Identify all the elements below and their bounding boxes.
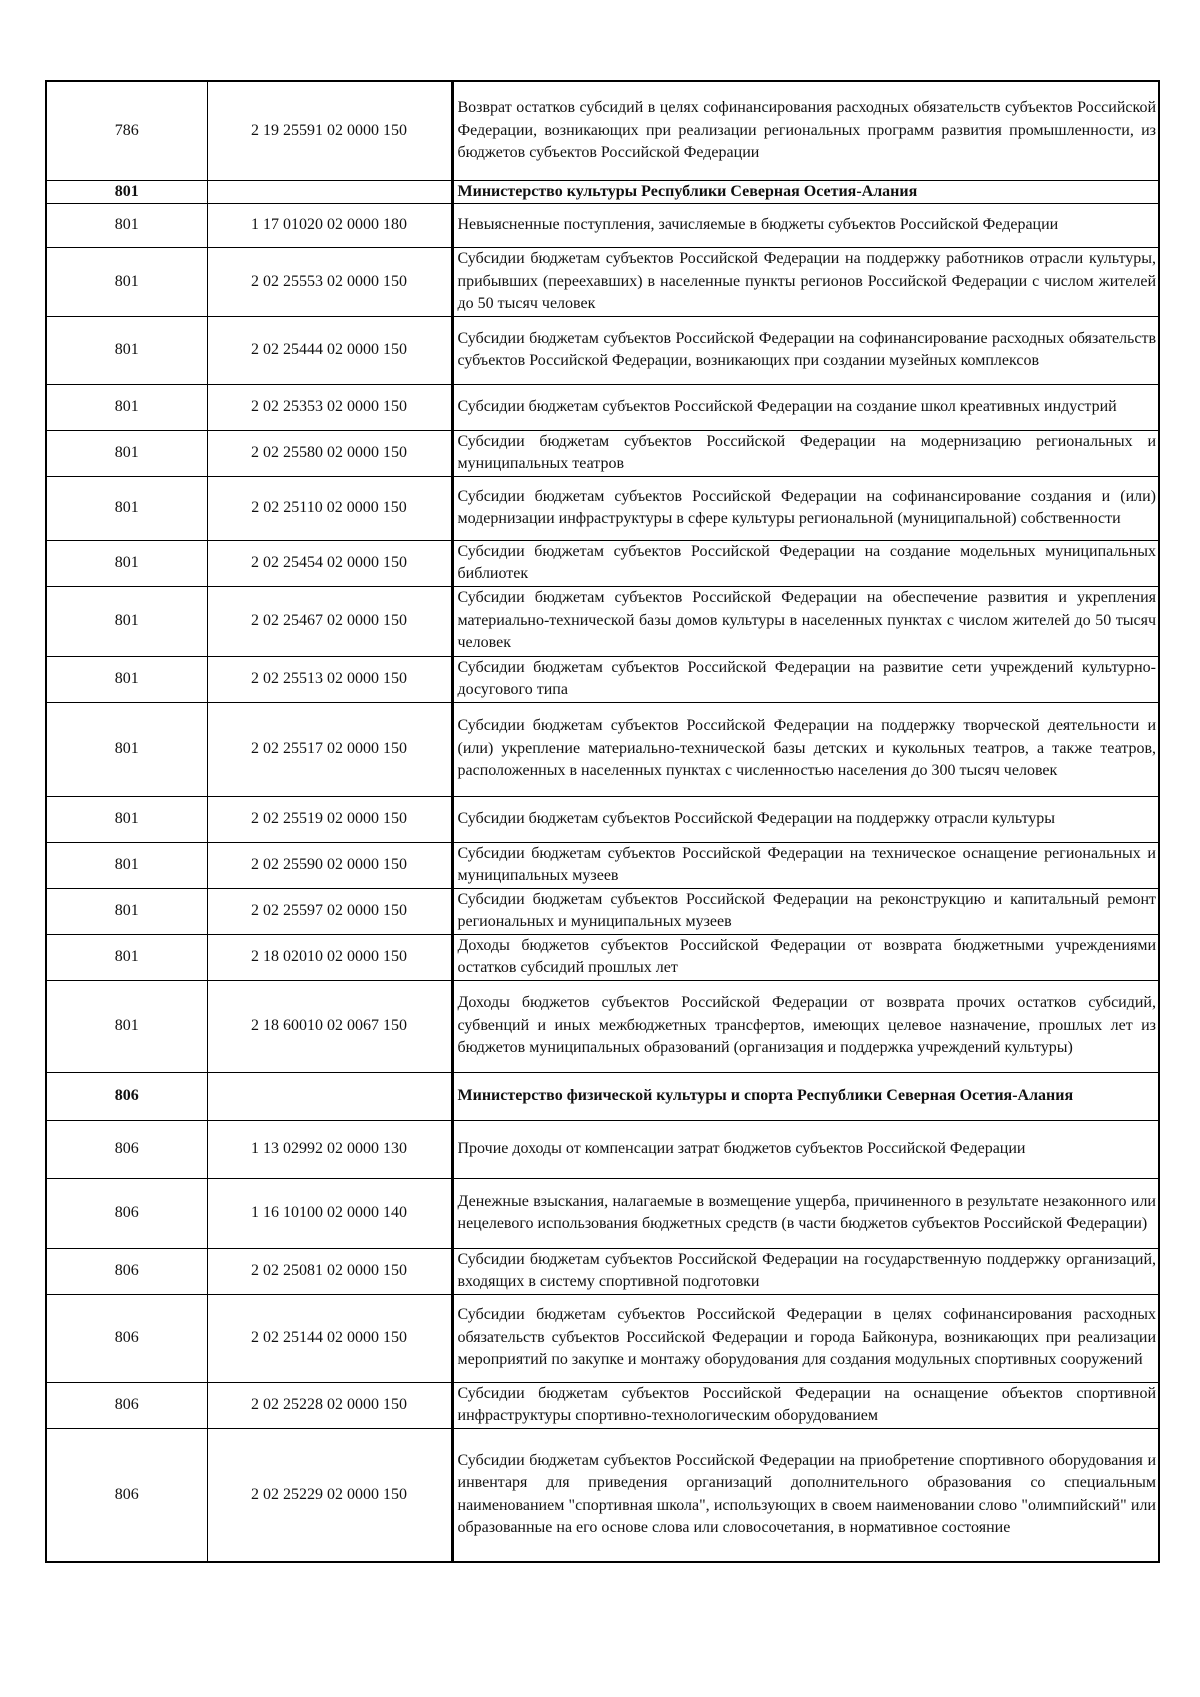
admin-code-cell: 806 (46, 1072, 207, 1120)
admin-code-cell: 806 (46, 1178, 207, 1248)
table-row (46, 204, 1159, 248)
admin-code-cell: 801 (46, 586, 207, 656)
table-row (46, 888, 1159, 934)
admin-code-cell: 801 (46, 656, 207, 702)
budget-code-cell (207, 180, 452, 204)
admin-code-cell: 801 (46, 204, 207, 248)
table-row (46, 1248, 1159, 1294)
description-cell: Субсидии бюджетам субъектов Российской Федерации на софинансирование расходных обязательств субъектов Российской Федерации, возникающих при создании музейных комплексов (452, 316, 1159, 384)
budget-code-cell: 2 02 25444 02 0000 150 (207, 316, 452, 384)
table-row (46, 1294, 1159, 1382)
description-cell: Субсидии бюджетам субъектов Российской Федерации на создание модельных муниципальных библиотек (452, 540, 1159, 586)
budget-code-cell: 2 02 25519 02 0000 150 (207, 796, 452, 842)
description-cell: Субсидии бюджетам субъектов Российской Федерации на обеспечение развития и укрепления материально-технической базы домов культуры в населенных пунктах с числом жителей до 50 тысяч человек (452, 586, 1159, 656)
description-cell: Субсидии бюджетам субъектов Российской Федерации на софинансирование создания и (или) модернизации инфраструктуры в сфере культуры региональной (муниципальной) собственности (452, 476, 1159, 540)
table-row (46, 934, 1159, 980)
admin-code-cell: 801 (46, 702, 207, 796)
budget-code-cell: 2 02 25590 02 0000 150 (207, 842, 452, 888)
table-body (46, 81, 1159, 1562)
admin-code-cell: 801 (46, 180, 207, 204)
description-cell: Министерство культуры Республики Северная Осетия-Алания (452, 180, 1159, 204)
table-row (46, 476, 1159, 540)
budget-code-cell: 2 02 25229 02 0000 150 (207, 1428, 452, 1562)
description-cell: Субсидии бюджетам субъектов Российской Федерации на приобретение спортивного оборудования и инвентаря для приведения организаций дополнительного образования со специальным наименованием "спортивная школа", использующих в своем наименовании слово "олимпийский" или образованные на его основе слова или словосочетания, в нормативное состояние (452, 1428, 1159, 1562)
section-header-row (46, 1072, 1159, 1120)
budget-code-cell: 1 13 02992 02 0000 130 (207, 1120, 452, 1178)
admin-code-cell: 801 (46, 980, 207, 1072)
budget-code-cell: 2 02 25513 02 0000 150 (207, 656, 452, 702)
table-row (46, 1428, 1159, 1562)
description-cell: Возврат остатков субсидий в целях софинансирования расходных обязательств субъектов Российской Федерации, возникающих при реализации региональных программ развития промышленности, из бюджетов субъектов Российской Федерации (452, 81, 1159, 180)
table-row (46, 842, 1159, 888)
table-row (46, 796, 1159, 842)
budget-code-cell: 2 02 25597 02 0000 150 (207, 888, 452, 934)
description-cell: Субсидии бюджетам субъектов Российской Федерации на поддержку работников отрасли культуры, прибывших (переехавших) в населенные пункты регионов Российской Федерации с числом жителей до 50 тысяч человек (452, 248, 1159, 317)
budget-code-cell: 2 02 25580 02 0000 150 (207, 430, 452, 476)
admin-code-cell: 806 (46, 1428, 207, 1562)
table-row (46, 656, 1159, 702)
description-cell: Невыясненные поступления, зачисляемые в бюджеты субъектов Российской Федерации (452, 204, 1159, 248)
budget-code-cell: 2 02 25081 02 0000 150 (207, 1248, 452, 1294)
table-row (46, 430, 1159, 476)
description-cell: Субсидии бюджетам субъектов Российской Федерации на государственную поддержку организаций, входящих в систему спортивной подготовки (452, 1248, 1159, 1294)
budget-code-cell: 2 02 25553 02 0000 150 (207, 248, 452, 317)
admin-code-cell: 806 (46, 1294, 207, 1382)
table-row (46, 81, 1159, 180)
budget-code-cell: 2 19 25591 02 0000 150 (207, 81, 452, 180)
admin-code-cell: 801 (46, 430, 207, 476)
budget-code-cell: 2 02 25467 02 0000 150 (207, 586, 452, 656)
table-row (46, 248, 1159, 317)
admin-code-cell: 801 (46, 888, 207, 934)
admin-code-cell: 801 (46, 934, 207, 980)
budget-code-cell: 2 02 25454 02 0000 150 (207, 540, 452, 586)
budget-code-cell: 2 18 60010 02 0067 150 (207, 980, 452, 1072)
document-page (45, 80, 1158, 1563)
admin-code-cell: 801 (46, 384, 207, 430)
description-cell: Министерство физической культуры и спорта Республики Северная Осетия-Алания (452, 1072, 1159, 1120)
budget-code-cell: 2 02 25110 02 0000 150 (207, 476, 452, 540)
description-cell: Доходы бюджетов субъектов Российской Федерации от возврата бюджетными учреждениями остатков субсидий прошлых лет (452, 934, 1159, 980)
budget-code-cell: 1 16 10100 02 0000 140 (207, 1178, 452, 1248)
revenue-codes-table (45, 80, 1160, 1563)
description-cell: Субсидии бюджетам субъектов Российской Федерации на модернизацию региональных и муниципальных театров (452, 430, 1159, 476)
budget-code-cell: 2 02 25228 02 0000 150 (207, 1382, 452, 1428)
description-cell: Субсидии бюджетам субъектов Российской Федерации на развитие сети учреждений культурно-досугового типа (452, 656, 1159, 702)
table-row (46, 1178, 1159, 1248)
description-cell: Субсидии бюджетам субъектов Российской Федерации на реконструкцию и капитальный ремонт региональных и муниципальных музеев (452, 888, 1159, 934)
table-row (46, 1382, 1159, 1428)
admin-code-cell: 801 (46, 796, 207, 842)
admin-code-cell: 801 (46, 248, 207, 317)
table-row (46, 316, 1159, 384)
table-row (46, 980, 1159, 1072)
description-cell: Доходы бюджетов субъектов Российской Федерации от возврата прочих остатков субсидий, субвенций и иных межбюджетных трансфертов, имеющих целевое назначение, прошлых лет из бюджетов муниципальных образований (организация и поддержка учреждений культуры) (452, 980, 1159, 1072)
description-cell: Прочие доходы от компенсации затрат бюджетов субъектов Российской Федерации (452, 1120, 1159, 1178)
admin-code-cell: 801 (46, 316, 207, 384)
budget-code-cell (207, 1072, 452, 1120)
admin-code-cell: 801 (46, 476, 207, 540)
admin-code-cell: 806 (46, 1120, 207, 1178)
table-row (46, 586, 1159, 656)
budget-code-cell: 2 02 25353 02 0000 150 (207, 384, 452, 430)
table-row (46, 384, 1159, 430)
description-cell: Субсидии бюджетам субъектов Российской Федерации в целях софинансирования расходных обязательств субъектов Российской Федерации и города Байконура, возникающих при реализации мероприятий по закупке и монтажу оборудования для создания модульных спортивных сооружений (452, 1294, 1159, 1382)
description-cell: Субсидии бюджетам субъектов Российской Федерации на поддержку отрасли культуры (452, 796, 1159, 842)
table-row (46, 540, 1159, 586)
budget-code-cell: 1 17 01020 02 0000 180 (207, 204, 452, 248)
table-row (46, 702, 1159, 796)
table-row (46, 1120, 1159, 1178)
description-cell: Субсидии бюджетам субъектов Российской Федерации на оснащение объектов спортивной инфраструктуры спортивно-технологическим оборудованием (452, 1382, 1159, 1428)
description-cell: Денежные взыскания, налагаемые в возмещение ущерба, причиненного в результате незаконного или нецелевого использования бюджетных средств (в части бюджетов субъектов Российской Федерации) (452, 1178, 1159, 1248)
admin-code-cell: 801 (46, 540, 207, 586)
admin-code-cell: 806 (46, 1382, 207, 1428)
admin-code-cell: 801 (46, 842, 207, 888)
description-cell: Субсидии бюджетам субъектов Российской Федерации на создание школ креативных индустрий (452, 384, 1159, 430)
budget-code-cell: 2 02 25517 02 0000 150 (207, 702, 452, 796)
section-header-row (46, 180, 1159, 204)
budget-code-cell: 2 18 02010 02 0000 150 (207, 934, 452, 980)
admin-code-cell: 806 (46, 1248, 207, 1294)
admin-code-cell: 786 (46, 81, 207, 180)
budget-code-cell: 2 02 25144 02 0000 150 (207, 1294, 452, 1382)
description-cell: Субсидии бюджетам субъектов Российской Федерации на поддержку творческой деятельности и (или) укрепление материально-технической базы детских и кукольных театров, а также театров, расположенных в населенных пунктах с численностью населения до 300 тысяч человек (452, 702, 1159, 796)
description-cell: Субсидии бюджетам субъектов Российской Федерации на техническое оснащение региональных и муниципальных музеев (452, 842, 1159, 888)
